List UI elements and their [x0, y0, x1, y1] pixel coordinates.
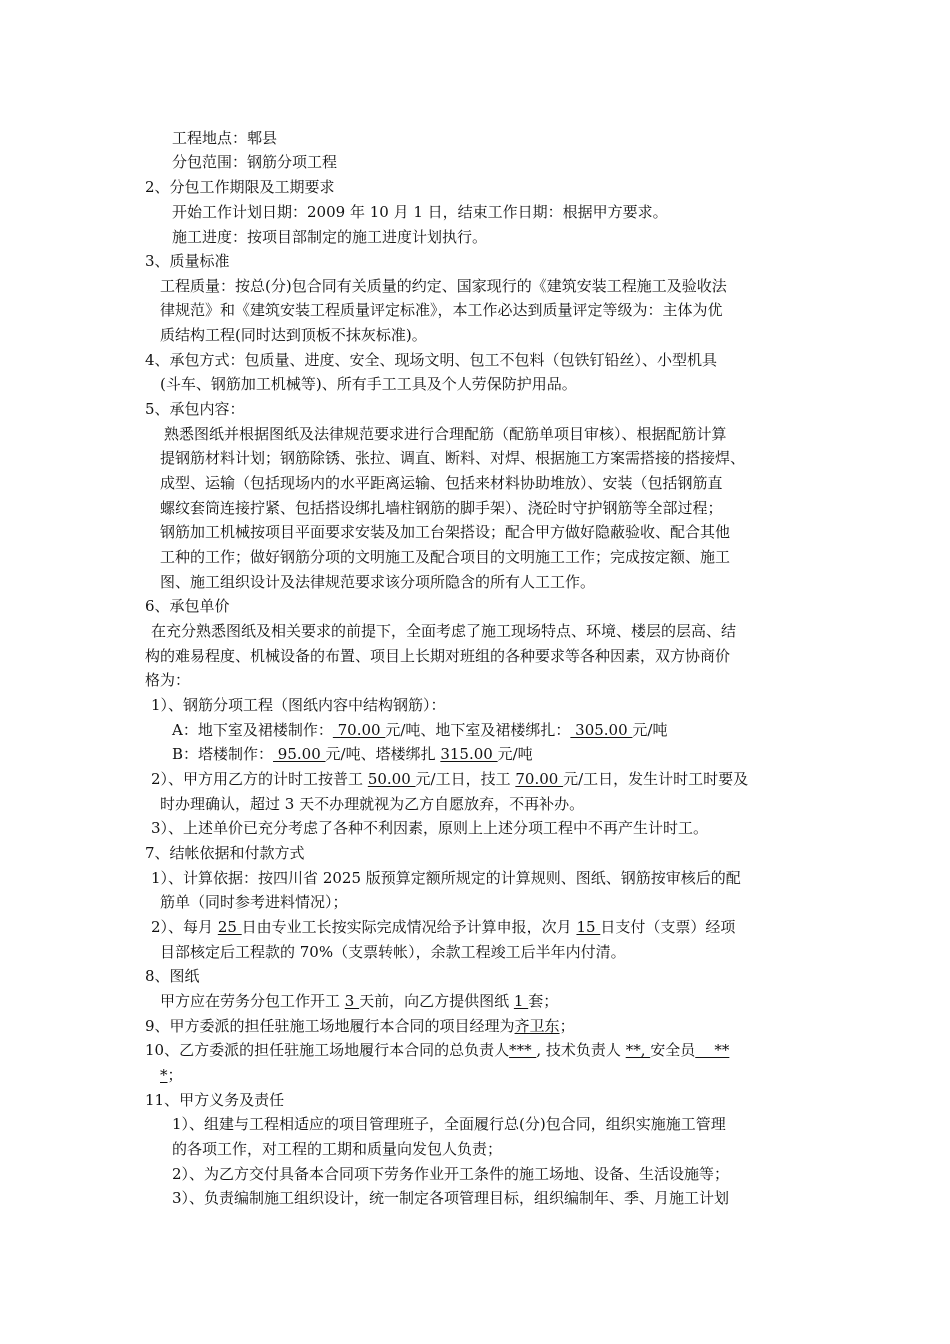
section-heading-2: 2、分包工作期限及工期要求	[145, 178, 335, 196]
duty-line-4: 3）、负责编制施工组织设计，统一制定各项管理目标，组织编制年、季、月施工计划	[172, 1189, 730, 1207]
scope-line-5: 钢筋加工机械按项目平面要求安装及加工台架搭设；配合甲方做好隐蔽验收、配合其他	[160, 523, 731, 541]
quality-line-1: 工程质量：按总(分)包合同有关质量的约定、国家现行的《建筑安装工程施工及验收法	[160, 277, 727, 295]
count-value: 1	[513, 992, 529, 1010]
count-value: 3	[344, 992, 360, 1010]
price-value: 315.00	[440, 745, 498, 763]
price-intro-line-3: 格为：	[145, 671, 191, 689]
duty-line-1: 1）、组建与工程相适应的项目管理班子，全面履行总(分)包合同，组织实施施工管理	[172, 1115, 726, 1133]
section-heading-10: 10、乙方委派的担任驻施工场地履行本合同的总负责人*** , 技术负责人 **, 安全员 **	[145, 1041, 730, 1059]
section-heading-7: 7、结帐依据和付款方式	[145, 844, 305, 862]
section-heading-8: 8、图纸	[145, 967, 200, 985]
scope-line-7: 图、施工组织设计及法律规范要求该分项所隐含的所有人工工作。	[160, 573, 596, 591]
price-intro-line-2: 构的难易程度、机械设备的布置、项目上长期对班组的各种要求等各种因素，双方协商价	[145, 647, 731, 665]
subcontract-scope: 分包范围：钢筋分项工程	[172, 153, 338, 171]
responsible-person: ***	[509, 1041, 537, 1059]
scope-line-3: 成型、运输（包括现场内的水平距离运输、包括来材料协助堆放）、安装（包括钢筋直	[160, 474, 723, 492]
price-line-b: B：塔楼制作： 95.00 元/吨、塔楼绑扎 315.00 元/吨	[172, 745, 533, 763]
rebar-item-heading: 1）、钢筋分项工程（图纸内容中结构钢筋）：	[151, 696, 446, 714]
price-value: 70.00	[515, 770, 564, 788]
safety-officer: **	[695, 1041, 730, 1059]
section-heading-5: 5、承包内容：	[145, 400, 245, 418]
drawings-line: 甲方应在劳务分包工作开工 3 天前，向乙方提供图纸 1 套；	[160, 992, 559, 1010]
section-heading-6: 6、承包单价	[145, 597, 230, 615]
price-line-a: A：地下室及裙楼制作： 70.00 元/吨、地下室及裙楼绑扎： 305.00 元/吨	[172, 721, 668, 739]
quality-line-3: 质结构工程(同时达到顶板不抹灰标准)。	[160, 326, 427, 344]
project-location: 工程地点：郫县	[172, 129, 278, 147]
project-manager-name: 齐卫东	[514, 1017, 560, 1035]
price-note-line: 3）、上述单价已充分考虑了各种不利因素，原则上上述分项工程中不再产生计时工。	[151, 819, 709, 837]
scope-line-2: 提钢筋材料计划；钢筋除锈、张拉、调直、断料、对焊、根据施工方案需搭接的搭接焊、	[160, 449, 746, 467]
schedule-line: 施工进度：按项目部制定的施工进度计划执行。	[172, 228, 488, 246]
timed-labor-line-1: 2）、甲方用乙方的计时工按普工 50.00 元/工日，技工 70.00 元/工日，发生计时工时要及	[151, 770, 749, 788]
section-heading-11: 11、甲方义务及责任	[145, 1091, 285, 1109]
calc-basis-line-2: 筋单（同时参考进料情况）；	[160, 893, 348, 911]
safety-officer-continued: *；	[160, 1066, 183, 1084]
scope-line-4: 螺纹套筒连接拧紧、包括搭设绑扎墙柱钢筋的脚手架）、浇砼时守护钢筋等全部过程；	[160, 499, 723, 517]
timed-labor-line-2: 时办理确认，超过 3 天不办理就视为乙方自愿放弃，不再补办。	[160, 795, 585, 813]
calc-basis-line-1: 1）、计算依据：按四川省 2025 版预算定额所规定的计算规则、图纸、钢筋按审核后的配	[151, 869, 741, 887]
payment-line-2: 目部核定后工程款的 70%（支票转帐），余款工程竣工后半年内付清。	[160, 943, 626, 961]
price-value: 95.00	[273, 745, 326, 763]
section-heading-3: 3、质量标准	[145, 252, 230, 270]
price-value: 70.00	[332, 721, 386, 739]
start-date-line: 开始工作计划日期：2009 年 10 月 1 日，结束工作日期：根据甲方要求。	[172, 203, 668, 221]
scope-line-6: 工种的工作；做好钢筋分项的文明施工及配合项目的文明施工工作；完成按定额、施工	[160, 548, 731, 566]
payment-line-1: 2）、每月 25 日由专业工长按实际完成情况给予计算申报，次月 15 日支付（支票）经项	[151, 918, 736, 936]
price-value: 305.00	[570, 721, 633, 739]
scope-line-1: 熟悉图纸并根据图纸及法律规范要求进行合理配筋（配筋单项目审核）、根据配筋计算	[164, 425, 727, 443]
section-heading-9: 9、甲方委派的担任驻施工场地履行本合同的项目经理为齐卫东；	[145, 1017, 575, 1035]
price-value: 50.00	[367, 770, 416, 788]
contract-mode-line-2: (斗车、钢筋加工机械等)、所有手工工具及个人劳保防护用品。	[160, 375, 577, 393]
price-intro-line-1: 在充分熟悉图纸及相关要求的前提下，全面考虑了施工现场特点、环境、楼层的层高、结	[151, 622, 737, 640]
duty-line-3: 2）、为乙方交付具备本合同项下劳务作业开工条件的施工场地、设备、生活设施等；	[172, 1165, 730, 1183]
day-value: 25	[217, 918, 242, 936]
technical-lead: **,	[625, 1041, 651, 1059]
day-value: 15	[576, 918, 601, 936]
section-heading-4: 4、承包方式：包质量、进度、安全、现场文明、包工不包料（包铁钉铅丝）、小型机具	[145, 351, 718, 369]
quality-line-2: 律规范》和《建筑安装工程质量评定标准》，本工作必达到质量评定等级为：主体为优	[160, 301, 723, 319]
duty-line-2: 的各项工作，对工程的工期和质量向发包人负责；	[172, 1140, 503, 1158]
